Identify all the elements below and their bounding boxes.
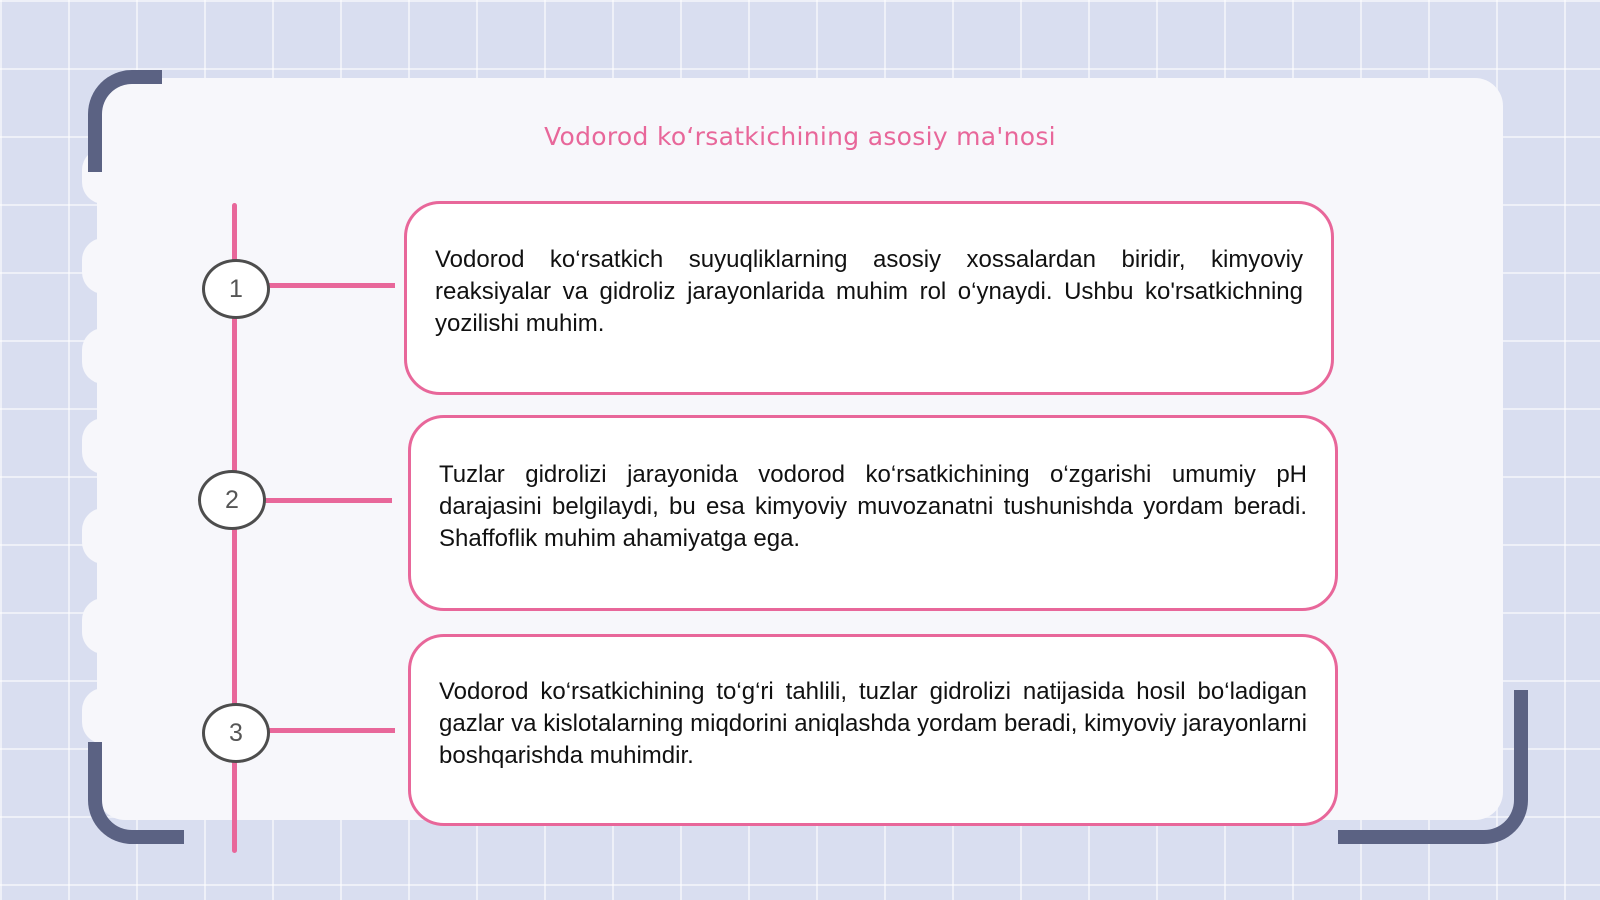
step-text: Vodorod ko‘rsatkich suyuqliklarning asosiy xossalardan biridir, kimyoviy reaksiyalar va gidroliz jarayonlarida muhim rol o‘ynaydi. Ushbu ko'rsatkichning yozilishi muhim. — [435, 246, 1303, 337]
step-box — [408, 634, 1338, 826]
slide-title: Vodorod koʻrsatkichining asosiy ma'nosi — [544, 122, 1056, 151]
frame-corner-top-left — [88, 70, 162, 172]
notebook-scallop — [82, 238, 126, 294]
frame-corner-bottom-right — [1338, 690, 1528, 844]
step-box — [404, 201, 1334, 395]
notebook-scallop — [82, 328, 126, 384]
step-text: Tuzlar gidrolizi jarayonida vodorod ko‘rsatkichining o‘zgarishi umumiy pH darajasini belgilaydi, bu esa kimyoviy muvozanatni tushunishda yordam beradi. Shaffoflik muhim ahamiyatga ega. — [439, 461, 1307, 552]
timeline-connector — [265, 728, 395, 733]
notebook-scallop — [82, 418, 126, 474]
notebook-scallop — [82, 688, 126, 744]
timeline-connector — [262, 498, 392, 503]
timeline-connector — [265, 283, 395, 288]
step-text: Vodorod ko‘rsatkichining to‘g‘ri tahlili, tuzlar gidrolizi natijasida hosil bo‘ladigan gazlar va kislotalarning miqdorini aniqlashda yordam beradi, kimyoviy jarayonlarni boshqarishda muhimdir. — [439, 678, 1307, 769]
notebook-scallop — [82, 508, 126, 564]
notebook-scallop — [82, 598, 126, 654]
step-number-marker: 2 — [198, 470, 266, 530]
step-box — [408, 415, 1338, 611]
step-number-marker: 1 — [202, 259, 270, 319]
step-number-marker: 3 — [202, 703, 270, 763]
frame-corner-bottom-left — [88, 742, 184, 844]
